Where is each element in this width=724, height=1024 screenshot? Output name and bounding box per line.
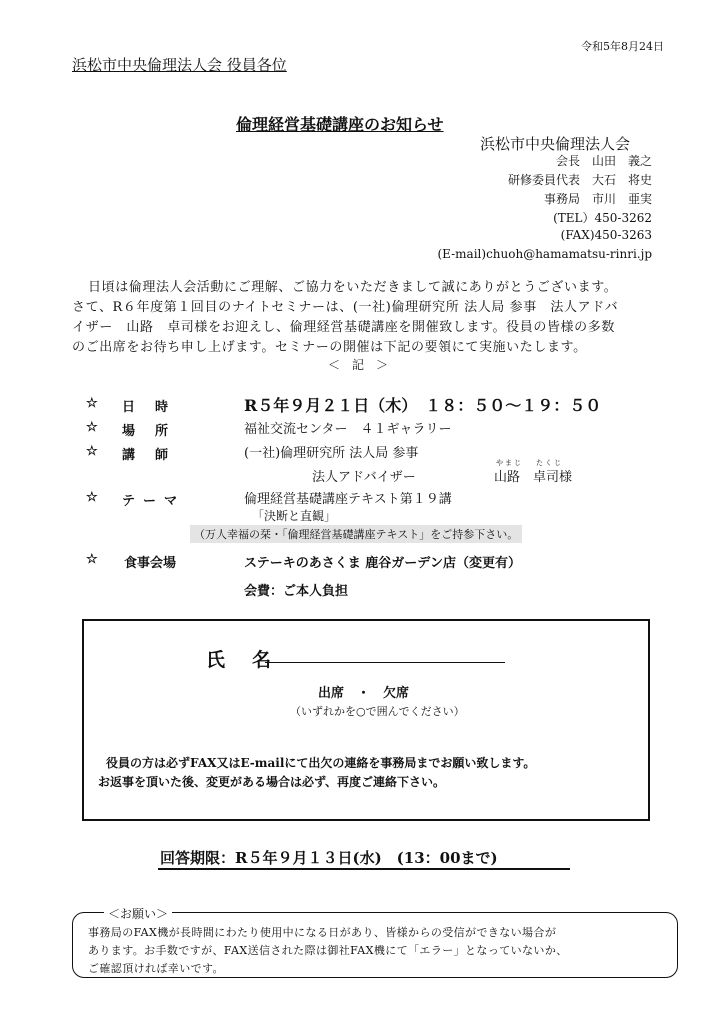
lecturer-name-text: 山路 卓司様 <box>494 470 573 485</box>
notice-label: ＜お願い＞ <box>104 905 172 922</box>
memo-heading: ＜ 記 ＞ <box>328 358 389 372</box>
theme-note: （万人幸福の栞・「倫理経営基礎講座テキスト」をご持参下さい。 <box>190 525 522 543</box>
lecturer-ruby-family: やまじ <box>496 459 523 467</box>
attendance-choice[interactable]: 出席 ・ 欠席 <box>318 686 410 701</box>
body-line-3: イザー 山路 卓司様をお迎えし、倫理経営基礎講座を開催致します。役員の皆様の多数 <box>72 320 615 335</box>
form-instruction-1: 役員の方は必ずFAX又はE-mailにて出欠の連絡を事務局までお願い致します。 <box>106 756 536 770</box>
lecturer-ruby-given: たくじ <box>536 459 563 467</box>
fee-value: 会費：ご本人負担 <box>244 584 349 599</box>
reply-deadline: 回答期限：R５年９月１３日(水) (13：00まで) <box>160 849 498 867</box>
meal-value: ステーキのあさくま 鹿谷ガーデン店（変更有） <box>244 556 522 571</box>
lecturer-name <box>494 459 573 485</box>
place-value: 福祉交流センター ４１ギャラリー <box>244 422 452 437</box>
star-icon: ☆ <box>86 396 98 411</box>
recipients: 浜松市中央倫理法人会 役員各位 <box>72 56 287 74</box>
name-field[interactable] <box>265 662 505 663</box>
star-icon: ☆ <box>86 420 98 435</box>
sender-secretariat: 事務局 市川 亜実 <box>543 192 652 206</box>
theme-label: テーマ <box>122 494 186 509</box>
sender-tel: (TEL）450-3262 <box>553 211 652 225</box>
place-label: 場所 <box>122 424 189 439</box>
lecturer-label: 講師 <box>122 448 189 463</box>
datetime-value: R５年９月２１日（木） １８：５０～１９：５０ <box>244 396 602 415</box>
lecturer-org: (一社)倫理研究所 法人局 参事 <box>244 446 419 461</box>
datetime-label: 日時 <box>122 400 189 415</box>
star-icon: ☆ <box>86 490 98 505</box>
name-label: 氏 名 <box>206 649 276 671</box>
notice-line-2: あります。お手数ですが、FAX送信された際は御社FAX機にて「エラー」となっていないか、 <box>88 944 568 957</box>
document-date: 令和5年8月24日 <box>581 40 664 53</box>
reply-form-box <box>82 619 650 821</box>
star-icon: ☆ <box>86 552 98 567</box>
page-title: 倫理経営基礎講座のお知らせ <box>236 115 444 134</box>
sender-org: 浜松市中央倫理法人会 <box>480 135 631 153</box>
star-icon: ☆ <box>86 444 98 459</box>
notice-line-3: ご確認頂ければ幸いです。 <box>88 962 224 975</box>
notice-line-1: 事務局のFAX機が長時間にわたり使用中になる日があり、皆様からの受信ができない場合が <box>88 926 557 939</box>
sender-training-rep: 研修委員代表 大石 将史 <box>507 173 652 187</box>
deadline-underline <box>158 868 570 870</box>
sender-email: (E-mail)chuoh@hamamatsu-rinri.jp <box>437 247 652 261</box>
theme-value: 倫理経営基礎講座テキスト第１９講 <box>244 492 452 507</box>
body-line-2: さて、R６年度第１回目のナイトセミナーは、(一社)倫理研究所 法人局 参事 法人アドバ <box>72 300 619 315</box>
lecturer-title: 法人アドバイザー <box>312 470 416 485</box>
form-instruction-2: お返事を頂いた後、変更がある場合は必ず、再度ご連絡下さい。 <box>98 775 446 789</box>
sender-chair: 会長 山田 義之 <box>555 154 652 168</box>
meal-label: 食事会場 <box>124 556 177 571</box>
sender-fax: (FAX)450-3263 <box>560 228 652 242</box>
attendance-hint: （いずれかを○で囲んでください） <box>290 705 465 718</box>
body-line-1: 日頃は倫理法人会活動にご理解、ご協力をいただきまして誠にありがとうございます。 <box>88 280 618 295</box>
theme-subtitle: 「決断と直観」 <box>252 509 337 523</box>
body-line-4: のご出席をお待ち申し上げます。セミナーの開催は下記の要領にて実施いたします。 <box>72 340 587 355</box>
